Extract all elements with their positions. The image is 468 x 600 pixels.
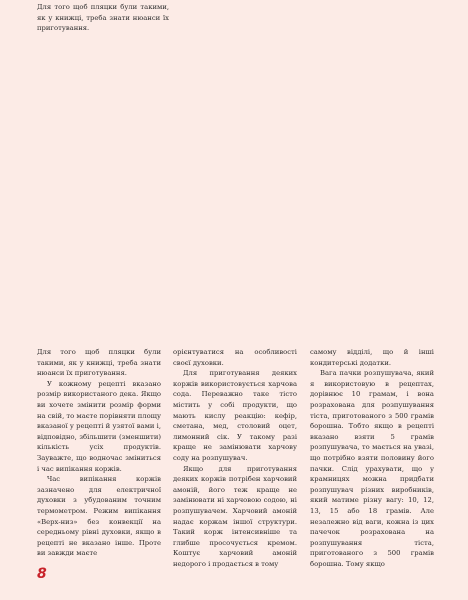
paragraph: Вага пачки розпушувача, який я використовую в рецептах, дорівнює 10 грамам, і вона розрахована для розпушування тіста, приготованого з 500 грамів борошна. Тобто якщо в рецепті вказано взяти 5 грамів розпушувача, то мається на увазі, що потрібно взяти половину його пачки. Слід урахувати, що у крамницях можна придбати розпушувач різних виробників, який матиме різну вагу: 10, 12, 13, 15 або 18 грамів. Але незалежно від ваги, кожна із цих пачечок розрахована на розпушування тіста, приготованого з 500 грамів борошна. Тому якщо [310, 369, 434, 568]
intro-text: Для того щоб пляцки були такими, як у книжці, треба знати нюанси їх приготування. [37, 3, 169, 33]
text-column-1 [37, 347, 161, 559]
paragraph: У кожному рецепті вказано розмір використаного дека. Якщо ви хочете змінити розмір форми на свій, то маєте порівняти площу вказаної у рецепті й узятої вами і, відповідно, збільшити (зменшити) кількість усіх продуктів. Зауважте, що водночас зміниться і час випікання коржів. [37, 379, 162, 473]
paragraph: Для того щоб пляцки були такими, як у книжці, треба знати нюанси їх приготування. [37, 348, 161, 378]
paragraph: самому відділі, що й інші кондитерські додатки. [310, 348, 434, 367]
paragraph: Для приготування деяких коржів використовується харчова сода. Переважно таке тісто містить у собі продукти, що мають кислу реакцію: кефір, сметана, мед, столовий оцет, лимонний сік. У такому разі краще не замінювати харчову соду на розпушувач. [173, 369, 297, 462]
page-number: 8 [37, 566, 47, 582]
paragraph: орієнтуватися на особливості своєї духовки. [173, 348, 297, 367]
text-column-2 [173, 347, 297, 569]
text-column-3 [310, 347, 434, 569]
paragraph: Якщо для приготування деяких коржів потрібен харчовий амоній, його теж краще не замінювати ні харчовою содою, ні розпушувачем. Харчовий амоній надає коржам іншої структури. Такий корж інтенсивніше та глибше просочується кремом. Коштує харчовий амоній недорого і продається в тому [173, 464, 297, 568]
paragraph: Час випікання коржів зазначено для електричної духовки з убудованим точним термометром. Режим випікання «Верх-низ» без конвекції на середньому рівні духовки, якщо в рецепті не вказано інше. Проте ви завжди маєте [37, 475, 161, 558]
